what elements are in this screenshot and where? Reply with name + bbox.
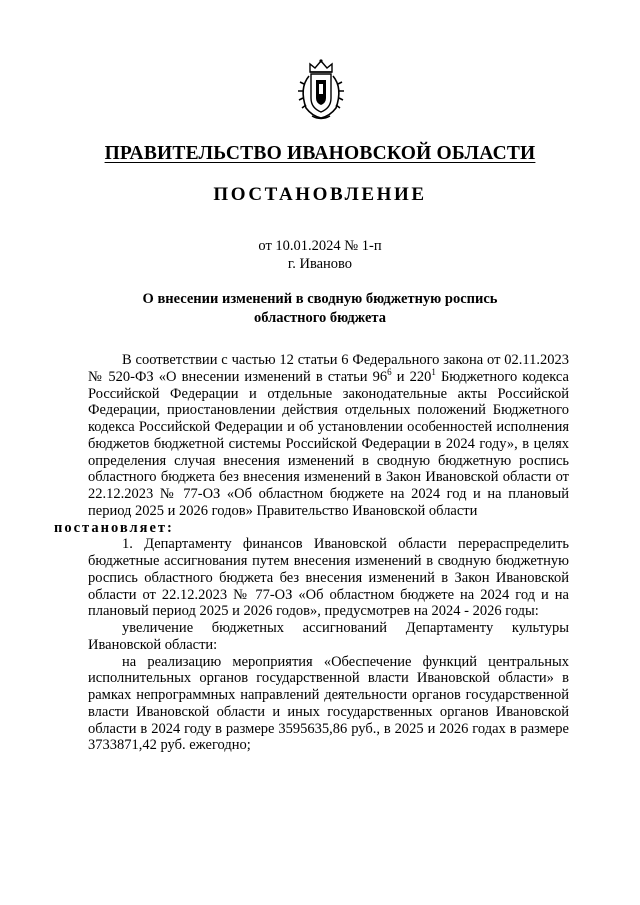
subject-line-2: областного бюджета	[254, 310, 386, 326]
subject-line-1: О внесении изменений в сводную бюджетную роспись	[142, 291, 498, 307]
preamble-text-part-1: В соответствии с частью 12 статьи 6 Федерального закона от 02.11.2023 № 520-ФЗ «О внесении изменений в статьи 96	[88, 352, 569, 385]
item-1-paragraph: 1. Департаменту финансов Ивановской области перераспределить бюджетные ассигнования путем внесения изменений в сводную бюджетную роспись областного бюджета без внесения изменений в Закон Ивановской области от 22.12.2023 № 77-ОЗ «Об областном бюджете на 2024 год и на плановый период 2025 и 2026 годов», предусмотрев на 2024 - 2026 годы:	[88, 536, 569, 620]
document-body	[54, 352, 569, 754]
document-meta	[0, 237, 640, 273]
document-city: г. Иваново	[287, 256, 353, 272]
document-subject	[0, 290, 640, 328]
preamble-text-part-3: Бюджетного кодекса Российской Федерации и отдельные законодательные акты Российской Федерации, приостановлении действия отдельных положений Бюджетного кодекса Российской Федерации и об установлении особенностей исполнения бюджетов бюджетной системы Российской Федерации в 2024 году», в целях определения случая внесения изменений в сводную бюджетную роспись областного бюджета без внесения изменений в Закон Ивановской области от 22.12.2023 № 77-ОЗ «Об областном бюджете на 2024 год и на плановый период 2025 и 2026 годов» Правительство Ивановской области	[88, 368, 569, 519]
superscript-article-96: 6	[387, 366, 392, 377]
increase-paragraph: увеличение бюджетных ассигнований Департаменту культуры Ивановской области:	[88, 620, 569, 653]
document-date-number: от 10.01.2024 № 1-п	[258, 238, 382, 254]
preamble-text-part-2: и 220	[391, 368, 432, 385]
resolves-word: постановляет:	[54, 519, 174, 536]
document-type: ПОСТАНОВЛЕНИЕ	[213, 184, 427, 205]
ivanovo-coat-of-arms-icon	[296, 58, 346, 122]
preamble-paragraph	[54, 352, 569, 536]
measure-paragraph: на реализацию мероприятия «Обеспечение функций центральных исполнительных органов государственной власти Ивановской области» в рамках непрограммных направлений деятельности органов государственной власти Ивановской области и иных государственных органов Ивановской области в 2024 году в размере 3595635,86 руб., в 2025 и 2026 годах в размере 3733871,42 руб. ежегодно;	[88, 653, 569, 754]
organization-name: ПРАВИТЕЛЬСТВО ИВАНОВСКОЙ ОБЛАСТИ	[104, 143, 536, 164]
superscript-article-220: 1	[431, 366, 436, 377]
